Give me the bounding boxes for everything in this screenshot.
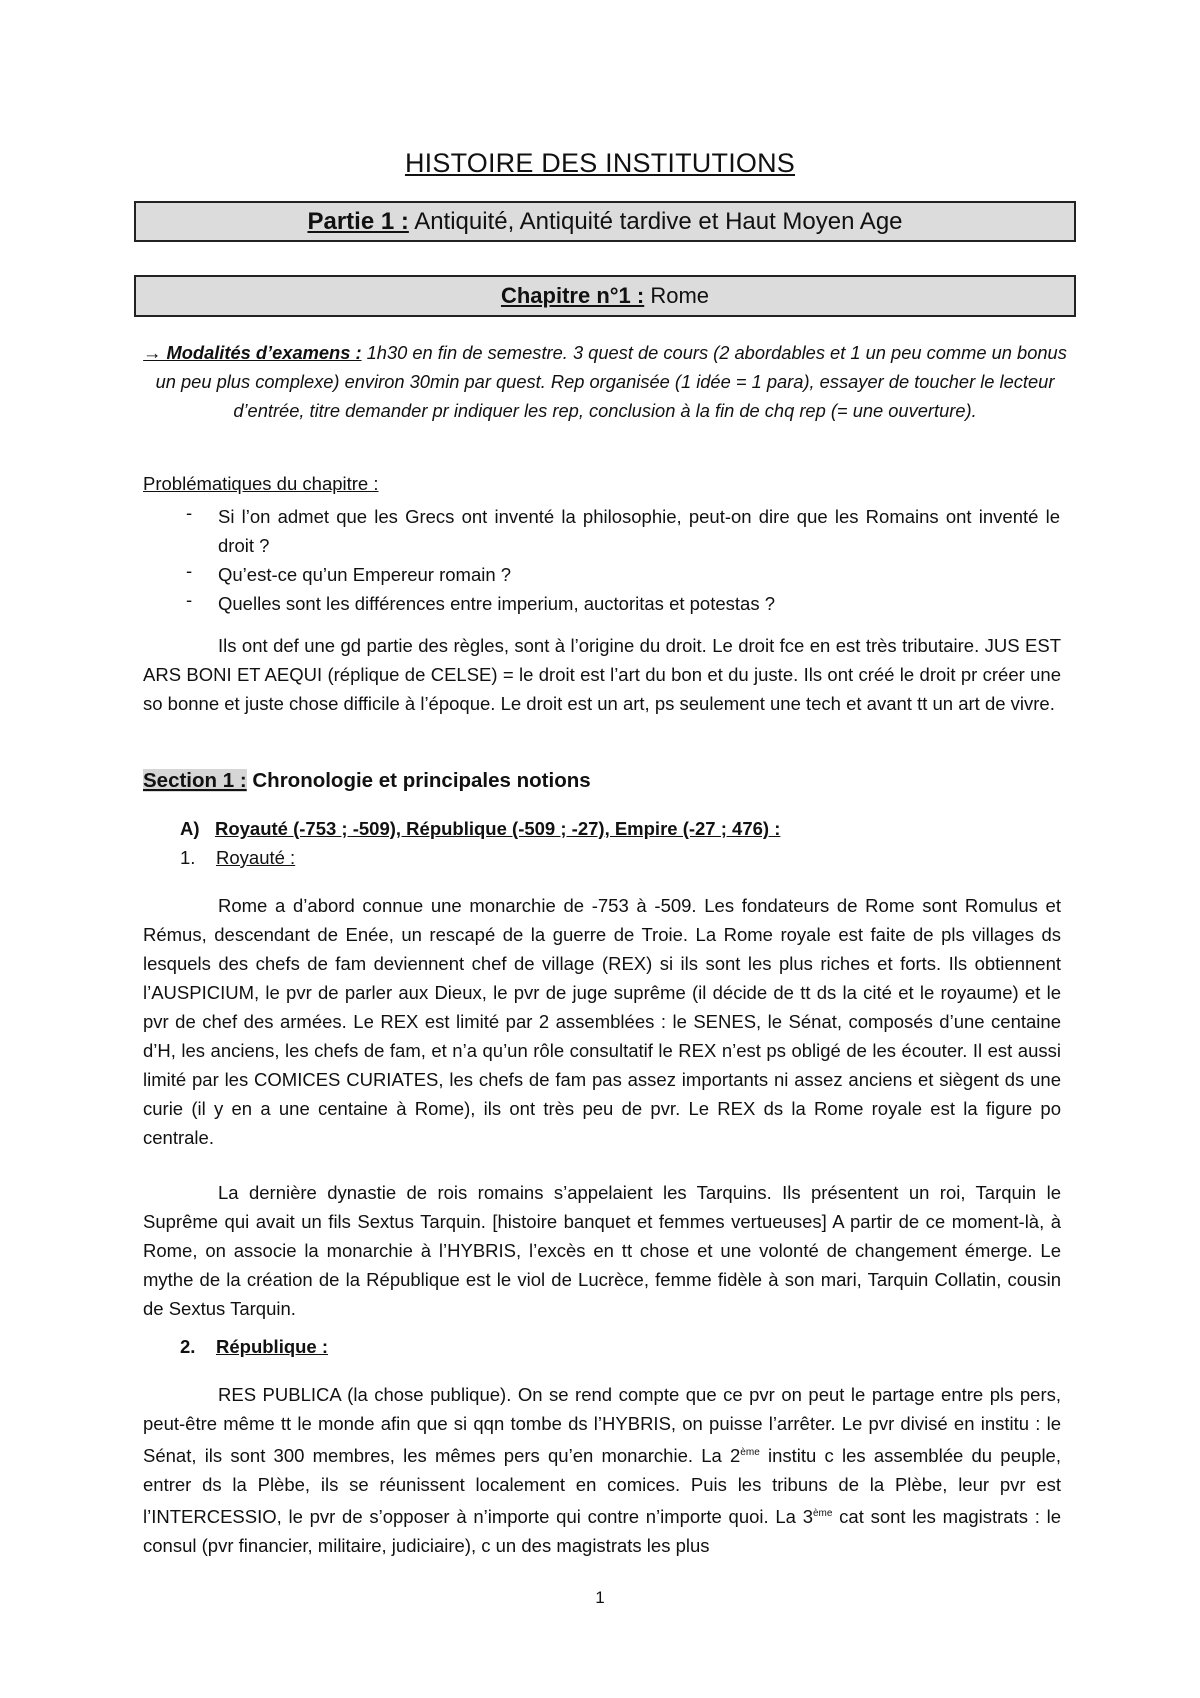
bullet-dash: -	[186, 502, 193, 523]
superscript-eme: ème	[812, 1508, 833, 1520]
royaute-number: 1.	[180, 847, 196, 868]
modalites-text: 1h30 en fin de semestre. 3 quest de cours (2 abordables et 1 un peu comme un bonus un peu plus complexe) environ 30min par quest. Rep organisée (1 idée = 1 para), essayer de toucher le lecteur d’entrée, titre demander pr indiquer les rep, conclusion à la fin de chq rep (= une ouverture).	[155, 342, 1067, 421]
problematique-item: Si l’on admet que les Grecs ont inventé la philosophie, peut-on dire que les Romains ont inventé le droit ?	[218, 506, 1060, 556]
republique-number: 2.	[180, 1336, 196, 1357]
section-heading	[143, 769, 591, 793]
problematique-item: Qu’est-ce qu’un Empereur romain ?	[218, 564, 512, 585]
superscript-eme: ème	[740, 1447, 760, 1458]
intro-paragraph	[143, 631, 1061, 718]
subsection-number: A)	[180, 818, 200, 839]
partie-text: Antiquité, Antiquité tardive et Haut Moyen Age	[408, 208, 903, 235]
republique-heading	[180, 1336, 328, 1358]
subsection-heading	[180, 818, 780, 840]
royaute-paragraph-2	[143, 1178, 1061, 1323]
bullet-dash: -	[186, 589, 193, 610]
intro-paragraph-text: Ils ont def une gd partie des règles, sont à l’origine du droit. Le droit fce en est très tributaire. JUS EST ARS BONI ET AEQUI (réplique de CELSE) = le droit est l’art du bon et du juste. Ils ont créé le droit pr créer une so bonne et juste chose difficile à l’époque. Le droit est un art, ps seulement une tech et avant tt un art de vivre.	[143, 635, 1061, 714]
republique-title: République :	[216, 1336, 329, 1357]
royaute-paragraph-2-text: La dernière dynastie de rois romains s’appelaient les Tarquins. Ils présentent un roi, Tarquin le Suprême qui avait un fils Sextus Tarquin. [histoire banquet et femmes vertueuses] A partir de ce moment-là, à Rome, on associe la monarchie à l’HYBRIS, l’excès en tt chose et une volonté de changement émerge. Le mythe de la création de la République est le viol de Lucrèce, femme fidèle à son mari, Tarquin Collatin, cousin de Sextus Tarquin.	[143, 1182, 1061, 1319]
section-label: Section 1 :	[143, 769, 247, 792]
problematiques-title: Problématiques du chapitre :	[143, 473, 379, 494]
modalites-lead: → Modalités d’examens :	[143, 342, 362, 363]
subsection-title: Royauté (-753 ; -509), République (-509 ; -27), Empire (-27 ; 476) :	[214, 818, 781, 839]
bullet-dash: -	[186, 560, 193, 581]
partie-heading-box	[134, 201, 1076, 242]
republique-paragraph	[143, 1380, 1061, 1560]
modalites-examens	[134, 338, 1076, 425]
section-title: Chronologie et principales notions	[246, 769, 591, 792]
royaute-heading	[180, 847, 295, 869]
partie-label: Partie 1 :	[307, 208, 409, 235]
republique-text-3: cat sont les magistrats : le consul (pvr financier, militaire, judiciaire), c un des magistrats les plus	[143, 1506, 1061, 1557]
royaute-paragraph-1	[143, 891, 1061, 1152]
republique-text-1: RES PUBLICA (la chose publique). On se rend compte que ce pvr on peut le partage entre pls pers, peut-être même tt le monde afin que si qqn tombe ds l’HYBRIS, on puisse l’arrêter. Le pvr divisé en institu : le Sénat, ils sont 300 membres, les mêmes pers qu’en monarchie. La 2	[143, 1384, 1061, 1467]
problematique-item: Quelles sont les différences entre imperium, auctoritas et potestas ?	[218, 593, 775, 614]
chapitre-text: Rome	[644, 283, 710, 308]
chapitre-heading-box	[134, 275, 1076, 317]
page-number: 1	[595, 1588, 605, 1607]
royaute-title: Royauté :	[216, 847, 296, 868]
royaute-paragraph-1-text: Rome a d’abord connue une monarchie de -753 à -509. Les fondateurs de Rome sont Romulus et Rémus, descendant de Enée, un rescapé de la guerre de Troie. La Rome royale est faite de pls villages ds lesquels des chefs de fam deviennent chef de village (REX) si ils sont les plus riches et forts. Ils obtiennent l’AUSPICIUM, le pvr de parler aux Dieux, le pvr de juge suprême (il décide de tt ds la cité et le royaume) et le pvr de chef des armées. Le REX est limité par 2 assemblées : le SENES, le Sénat, composés d’une centaine d’H, les anciens, les chefs de fam, et n’a qu’un rôle consultatif le REX n’est ps obligé de les écouter. Il est aussi limité par les COMICES CURIATES, les chefs de fam pas assez importants ni assez anciens et siègent ds une curie (il y en a une centaine à Rome), ils ont très peu de pvr. Le REX ds la Rome royale est la figure po centrale.	[143, 895, 1061, 1148]
republique-text-2: institu c les assemblée du peuple, entrer ds la Plèbe, ils se réunissent localement en comices. Puis les tribuns de la Plèbe, leur pvr est l’INTERCESSIO, le pvr de s’opposer à n’importe qui contre n’importe quoi. La 3	[143, 1445, 1061, 1528]
chapitre-label: Chapitre n°1 :	[500, 283, 645, 308]
document-title: HISTOIRE DES INSTITUTIONS	[404, 148, 796, 178]
